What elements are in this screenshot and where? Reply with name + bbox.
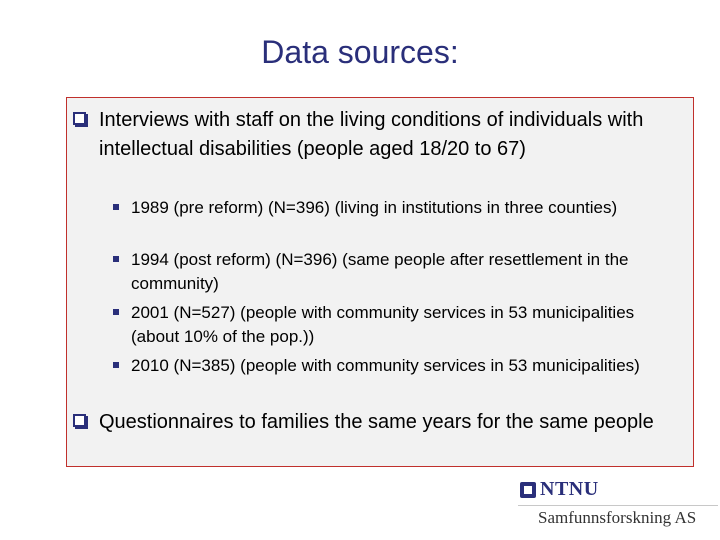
ntnu-logo-icon bbox=[520, 482, 536, 498]
square-bullet-icon bbox=[113, 204, 119, 210]
content-box bbox=[66, 97, 694, 467]
sub-bullet-text: 1989 (pre reform) (N=396) (living in institutions in three counties) bbox=[131, 198, 618, 217]
sub-bullet-text: 2010 (N=385) (people with community services in 53 municipalities) bbox=[131, 356, 640, 375]
square-bullet-icon bbox=[113, 256, 119, 262]
sub-bullet-text: 1994 (post reform) (N=396) (same people after resettlement in the community) bbox=[131, 250, 629, 293]
logo-brand: NTNU bbox=[540, 478, 599, 500]
sub-bullet-text: 2001 (N=527) (people with community services in 53 municipalities (about 10% of the pop.)) bbox=[131, 303, 635, 346]
logo-subtitle: Samfunnsforskning AS bbox=[538, 508, 697, 527]
bullet-text: Interviews with staff on the living conditions of individuals with intellectual disabilities (people aged 18/20 to 67) bbox=[99, 109, 644, 160]
square-bullet-icon bbox=[113, 362, 119, 368]
sub-bullet-1989 bbox=[131, 196, 687, 220]
bullet-item-questionnaires bbox=[99, 408, 689, 437]
slide-title: Data sources: bbox=[261, 34, 459, 70]
ntnu-logo bbox=[518, 478, 720, 540]
bullet-item-interviews bbox=[99, 106, 689, 164]
checkbox-bullet-icon bbox=[73, 112, 86, 125]
sub-bullet-1994 bbox=[131, 248, 687, 296]
square-bullet-icon bbox=[113, 309, 119, 315]
sub-bullet-2010 bbox=[131, 354, 687, 378]
logo-divider bbox=[518, 505, 718, 506]
checkbox-bullet-icon bbox=[73, 414, 86, 427]
bullet-text: Questionnaires to families the same years for the same people bbox=[99, 411, 654, 433]
sub-bullet-2001 bbox=[131, 301, 687, 349]
